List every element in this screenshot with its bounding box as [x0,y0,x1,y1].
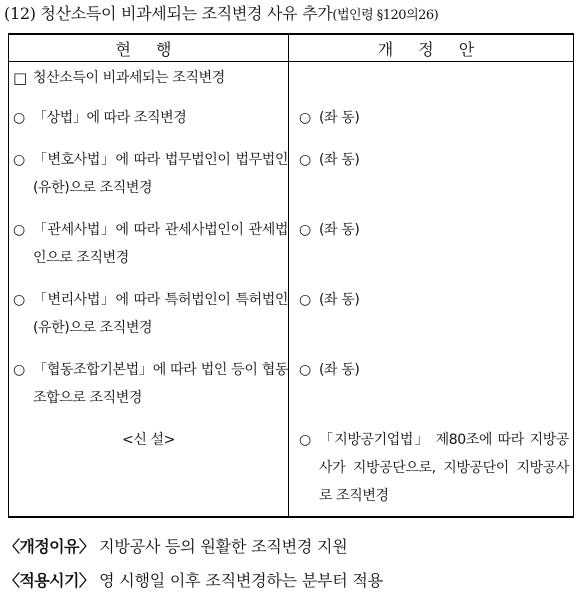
list-item [289,146,573,174]
table-row [9,216,574,286]
current-text: 「변리사법」에 따라 특허법인이 특허법인(유한)으로 조직변경 [33,292,288,336]
square-bullet: □ [13,69,27,87]
circle-bullet: ○ [13,110,25,126]
comparison-table [8,33,574,518]
list-item [9,64,288,92]
circle-bullet: ○ [299,222,311,238]
list-item [9,216,288,272]
current-cell [9,146,289,216]
proposed-cell [289,104,574,146]
current-cell [9,426,289,517]
revision-reason-text: 지방공사 등의 원활한 조직변경 지원 [94,537,348,556]
circle-bullet: ○ [13,292,25,308]
effective-date [4,569,383,593]
current-text: 「상법」에 따라 조직변경 [33,110,187,126]
proposed-text: (좌 동) [319,222,360,238]
current-cell [9,216,289,286]
list-item [9,356,288,412]
proposed-cell [289,426,574,517]
proposed-text: 「지방공기업법」 제80조에 따라 지방공사가 지방공단으로, 지방공단이 지방공사로 조직변경 [319,432,569,504]
circle-bullet: ○ [13,222,25,238]
list-item [289,426,573,510]
legal-reference: (법인령 §120의26) [332,8,439,23]
proposed-text: (좌 동) [319,362,360,378]
current-text: 청산소득이 비과세되는 조직변경 [33,70,225,86]
proposed-cell [289,286,574,356]
table-row [9,286,574,356]
effective-date-text: 영 시행일 이후 조직변경하는 분부터 적용 [94,571,383,590]
new-provision-label: <신 설> [122,432,175,448]
table-row [9,146,574,216]
list-item [9,146,288,202]
current-cell [9,286,289,356]
section-title-text: (12) 청산소득이 비과세되는 조직변경 사유 추가 [4,4,333,23]
current-text: 「변호사법」에 따라 법무법인이 법무법인(유한)으로 조직변경 [33,152,288,196]
table-row [9,62,574,105]
circle-bullet: ○ [299,432,311,448]
table-header-row [9,34,574,62]
circle-bullet: ○ [299,362,311,378]
circle-bullet: ○ [299,292,311,308]
list-item [289,286,573,314]
current-text: 「협동조합기본법」에 따라 법인 등이 협동조합으로 조직변경 [33,362,288,406]
list-item [9,286,288,342]
table-row [9,356,574,426]
revision-reason-label: 〈개정이유〉 [4,537,95,556]
proposed-text: (좌 동) [319,292,360,308]
header-current: 현 행 [9,34,289,62]
table-row [9,104,574,146]
header-proposed: 개 정 안 [289,34,574,62]
list-item [289,104,573,132]
current-cell [9,104,289,146]
section-title [4,1,576,29]
circle-bullet: ○ [13,152,25,168]
circle-bullet: ○ [13,362,25,378]
proposed-text: (좌 동) [319,110,360,126]
effective-date-label: 〈적용시기〉 [4,571,95,590]
circle-bullet: ○ [299,152,311,168]
circle-bullet: ○ [299,110,311,126]
revision-reason [4,535,348,559]
proposed-text: (좌 동) [319,152,360,168]
proposed-cell [289,216,574,286]
current-cell [9,62,289,105]
current-cell [9,356,289,426]
proposed-cell [289,62,574,105]
list-item [9,104,288,132]
proposed-cell [289,356,574,426]
table-row [9,426,574,517]
current-text: 「관세사법」에 따라 관세사법인이 관세법인으로 조직변경 [33,222,288,266]
list-item [289,356,573,384]
list-item [289,216,573,244]
proposed-cell [289,146,574,216]
